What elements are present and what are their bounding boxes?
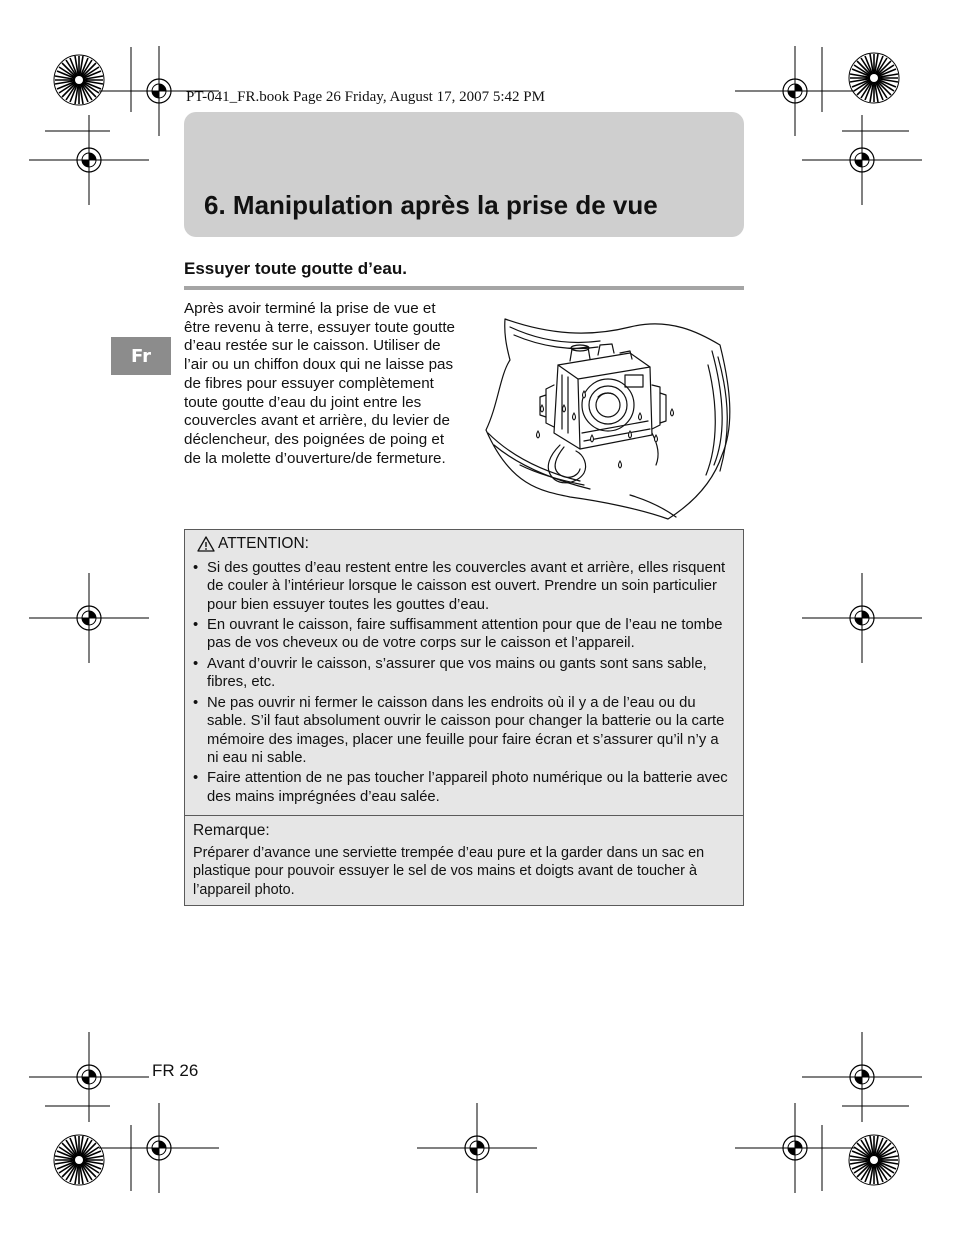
attention-item: • Avant d’ouvrir le caisson, s’assurer que vos mains ou gants sont sans sable, fibres, etc. xyxy=(193,655,733,692)
camera-housing-towel-illustration xyxy=(480,305,745,525)
warning-triangle-icon xyxy=(197,536,215,552)
remark-title: Remarque: xyxy=(193,822,270,839)
attention-heading xyxy=(197,535,309,553)
attention-item: • En ouvrant le caisson, faire suffisamment attention pour que de l’eau ne tombe pas de vos cheveux ou de votre corps sur le caisson et l’appareil. xyxy=(193,616,733,653)
remark-divider xyxy=(185,815,743,816)
attention-item: • Ne pas ouvrir ni fermer le caisson dans les endroits où il y a de l’eau ou du sable. S’il faut absolument ouvrir le caisson pour changer la batterie ou la carte mémoire des images, placer une feuille pour faire écran et s’assurer qu’il n’y a ni eau ni sable. xyxy=(193,694,733,767)
attention-item: • Faire attention de ne pas toucher l’appareil photo numérique ou la batterie avec des mains imprégnées d’eau salée. xyxy=(193,769,733,806)
book-header: PT-041_FR.book Page 26 Friday, August 17, 2007 5:42 PM xyxy=(186,89,545,105)
language-tab: Fr xyxy=(111,337,171,375)
intro-paragraph: Après avoir terminé la prise de vue et être revenu à terre, essuyer toute goutte d’eau restée sur le caisson. Utiliser de l’air ou un chiffon doux qui ne laisse pas de fibres pour essuyer complètement toute goutte d’eau du joint entre les couvercles avant et arrière, du levier de déclencheur, des poignées de poing et de la molette d’ouverture/de fermeture. xyxy=(184,300,456,467)
attention-box xyxy=(184,529,744,906)
remark-text: Préparer d’avance une serviette trempée d’eau pure et la garder dans un sac en plastique pour pouvoir essuyer le sel de vos mains et doigts avant de toucher à l’appareil photo. xyxy=(193,845,705,898)
section-heading: Essuyer toute goutte d’eau. xyxy=(184,259,407,278)
attention-label: ATTENTION: xyxy=(218,535,309,552)
attention-item: • Si des gouttes d’eau restent entre les couvercles avant et arrière, elles risquent de couler à l’intérieur lorsque le caisson est ouvert. Prendre un soin particulier pour bien essuyer toutes les gouttes d’eau. xyxy=(193,559,733,614)
chapter-title: 6. Manipulation après la prise de vue xyxy=(204,190,658,220)
page-number: FR 26 xyxy=(152,1061,199,1080)
chapter-band xyxy=(184,112,744,237)
attention-list xyxy=(193,559,733,808)
section-divider xyxy=(184,286,744,290)
